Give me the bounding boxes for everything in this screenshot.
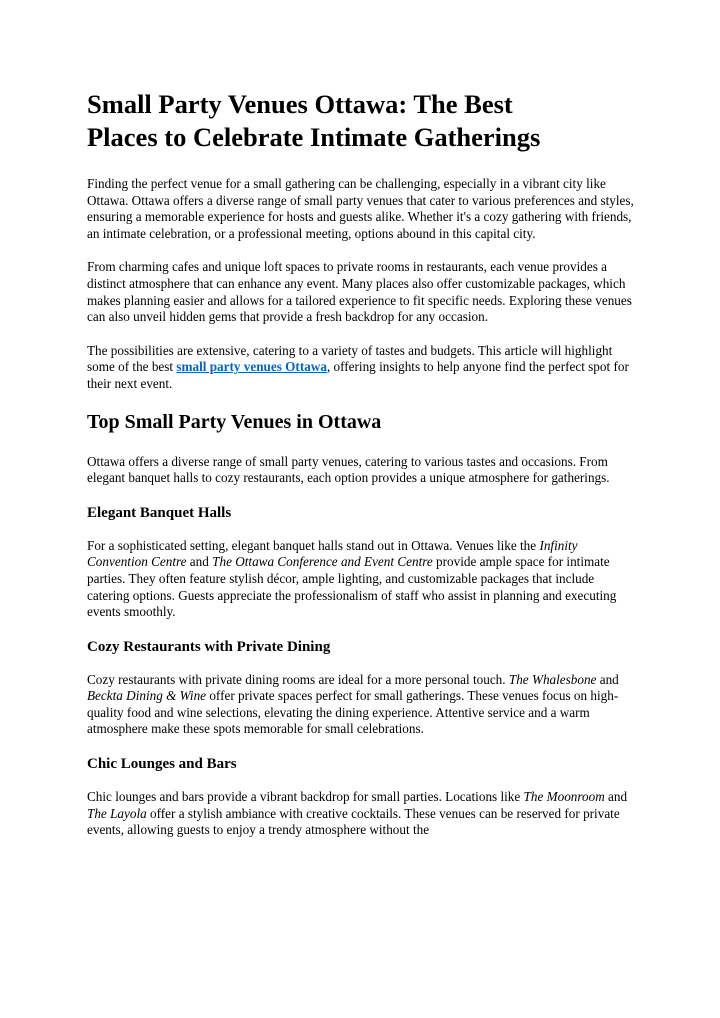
banquet-halls-paragraph <box>87 538 635 621</box>
intro-paragraph-2: From charming cafes and unique loft spaces to private rooms in restaurants, each venue provides a distinct atmosphere that can enhance any event. Many places also offer customizable packages, which makes planning easier and allows for a tailored experience to fit specific needs. Exploring these venues can also unveil hidden gems that provide a fresh backdrop for any occasion. <box>87 259 632 325</box>
subheading-cozy-restaurants: Cozy Restaurants with Private Dining <box>87 638 331 655</box>
page-title-line-2: Places to Celebrate Intimate Gatherings <box>87 122 541 152</box>
cozy-restaurants-paragraph <box>87 672 635 738</box>
lounges-text-1: Chic lounges and bars provide a vibrant backdrop for small parties. Locations like <box>87 789 524 805</box>
restaurants-text-3: offer private spaces perfect for small gatherings. These venues focus on high-quality food and wine selections, elevating the dining experience. Attentive service and a warm atmosphere make these spots memorable for small celebrations. <box>87 688 619 737</box>
intro-paragraph-3-text-before: The possibilities are extensive, catering to a variety of tastes and budgets. This article will highlight some of the best <box>87 342 613 375</box>
lounges-text-2: and <box>604 789 628 805</box>
intro-paragraph-3-text-after: , offering insights to help anyone find the perfect spot for their next event. <box>87 359 629 391</box>
intro-paragraph-1: Finding the perfect venue for a small gathering can be challenging, especially in a vibrant city like Ottawa. Ottawa offers a diverse range of small party venues that cater to various preferences and styles, ensuring a memorable experience for hosts and guests alike. Whether it's a cozy gathering with friends, an intimate celebration, or a professional meeting, options abound in this capital city. <box>87 176 634 241</box>
venue-name-infinity: Infinity Convention Centre <box>87 537 578 570</box>
intro-paragraph-3 <box>87 343 635 393</box>
venue-name-beckta: Beckta Dining & Wine <box>87 688 207 704</box>
venue-name-moonroom: The Moonroom <box>523 789 605 805</box>
section-heading-top-venues: Top Small Party Venues in Ottawa <box>87 410 382 433</box>
lounges-text-3: offer a stylish ambiance with creative cocktails. These venues can be reserved for private events, allowing guests to enjoy a trendy atmosphere without the <box>87 805 620 838</box>
restaurants-text-2: and <box>596 671 619 687</box>
restaurants-text-1: Cozy restaurants with private dining rooms are ideal for a more personal touch. <box>87 671 509 687</box>
venue-name-layola: The Layola <box>87 805 147 821</box>
subheading-banquet-halls: Elegant Banquet Halls <box>87 504 232 521</box>
document-page <box>87 88 635 839</box>
venue-name-ottawa-conference: The Ottawa Conference and Event Centre <box>212 554 433 570</box>
small-party-venues-link[interactable]: small party venues Ottawa <box>176 359 327 375</box>
top-venues-paragraph: Ottawa offers a diverse range of small party venues, catering to various tastes and occasions. From elegant banquet halls to cozy restaurants, each option provides a unique atmosphere for gatherings. <box>87 453 610 486</box>
banquet-text-3: provide ample space for intimate parties. They often feature stylish décor, ample lighting, and customizable packages that include catering options. Guests appreciate the professionalism of staff who assist in planning and executing events smoothly. <box>87 554 617 620</box>
banquet-text-1: For a sophisticated setting, elegant banquet halls stand out in Ottawa. Venues like the <box>87 537 540 553</box>
page-title-line-1: Small Party Venues Ottawa: The Best <box>87 89 513 119</box>
chic-lounges-paragraph <box>87 789 635 839</box>
banquet-text-2: and <box>186 554 213 570</box>
venue-name-whalesbone: The Whalesbone <box>508 671 597 687</box>
page-title <box>87 88 635 154</box>
subheading-chic-lounges: Chic Lounges and Bars <box>87 756 237 773</box>
